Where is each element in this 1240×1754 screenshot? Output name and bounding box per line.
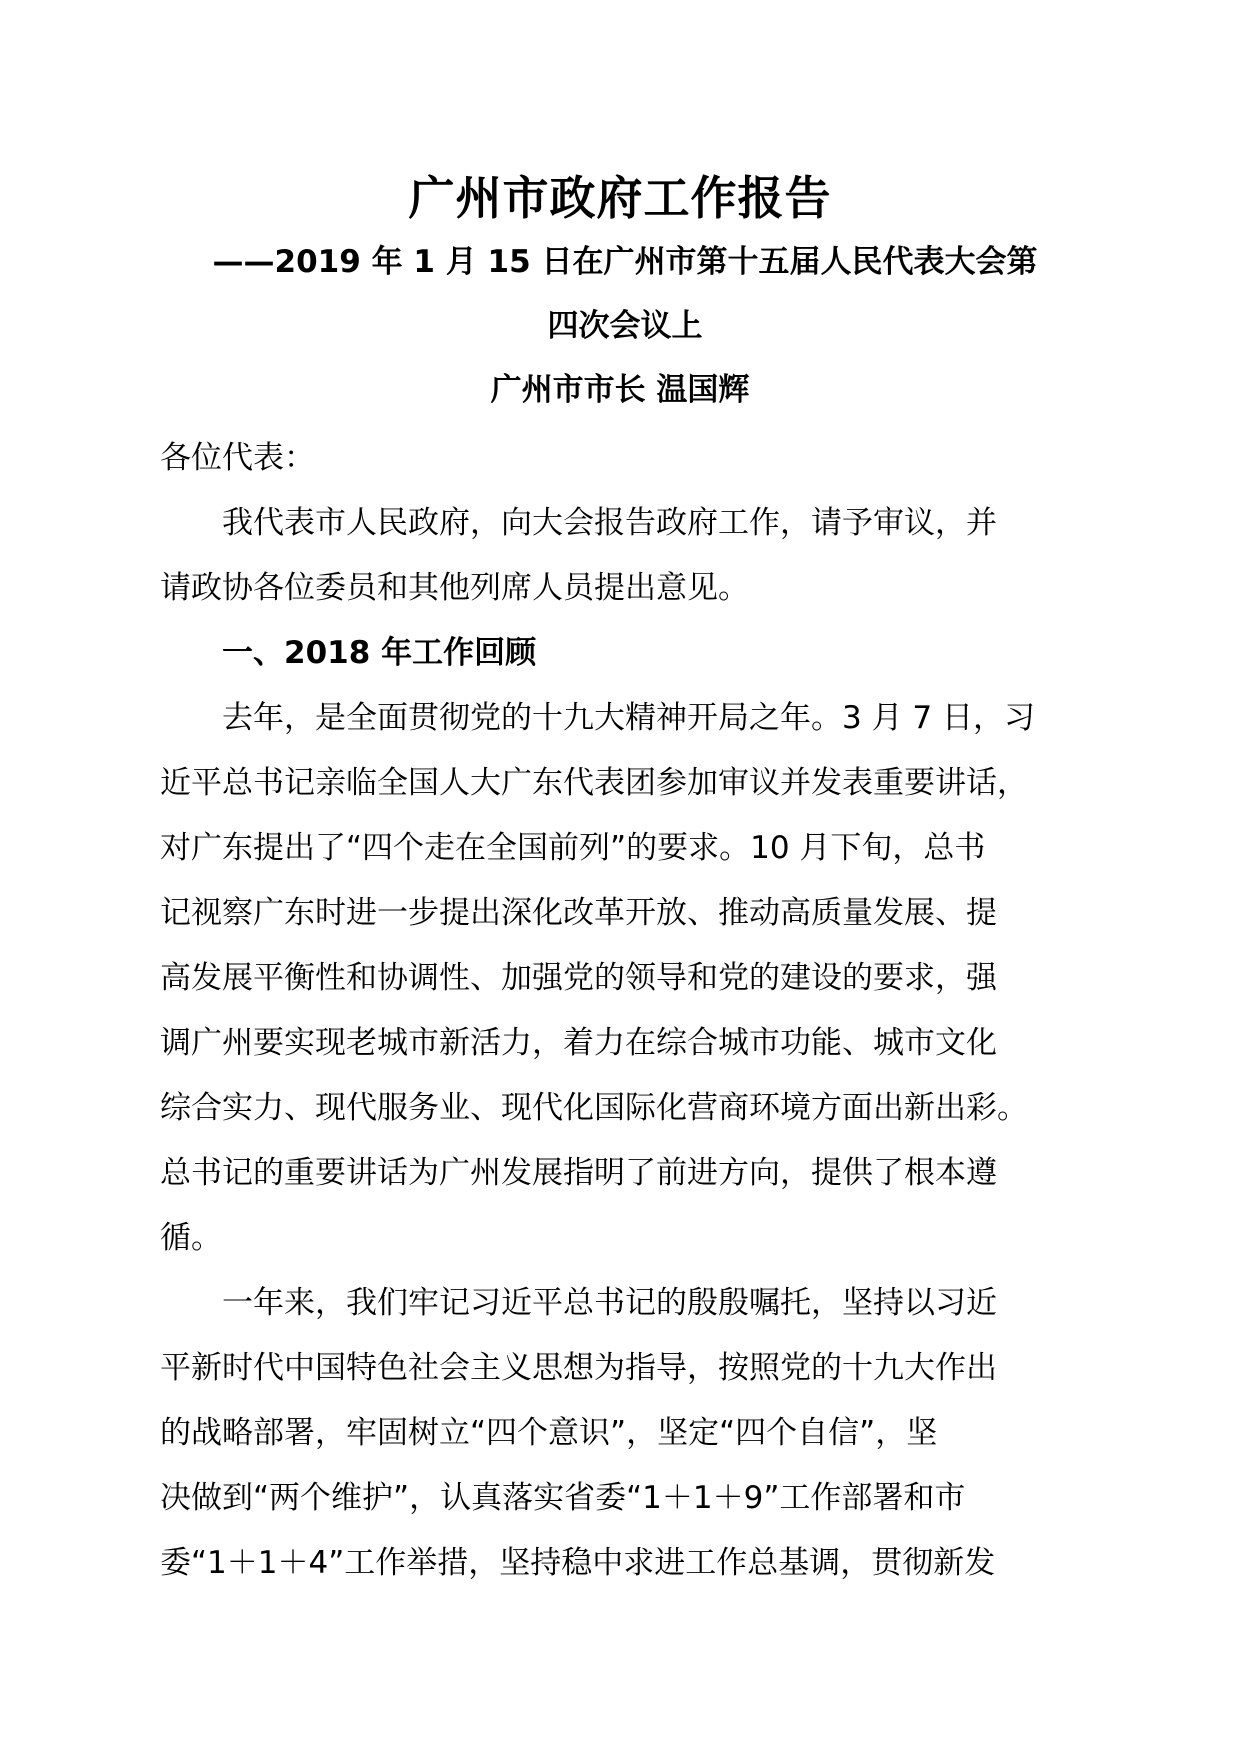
section-heading: 一、2018 年工作回顾	[222, 635, 537, 671]
body-line: 我代表市人民政府，向大会报告政府工作，请予审议，并	[222, 505, 997, 541]
body-line: 平新时代中国特色社会主义思想为指导，按照党的十九大作出	[160, 1350, 997, 1386]
body-line: 决做到“两个维护”，认真落实省委“1＋1＋9”工作部署和市	[160, 1480, 966, 1516]
body-line: 去年，是全面贯彻党的十九大精神开局之年。3 月 7 日，习	[222, 700, 1036, 736]
body-line: 循。	[160, 1220, 222, 1256]
body-line: 一年来，我们牢记习近平总书记的殷殷嘱托，坚持以习近	[222, 1285, 997, 1321]
body-line: 请政协各位委员和其他列席人员提出意见。	[160, 570, 749, 606]
document-title: 广州市政府工作报告	[408, 171, 832, 225]
body-line: 的战略部署，牢固树立“四个意识”，坚定“四个自信”，坚	[160, 1415, 938, 1451]
body-line: 对广东提出了“四个走在全国前列”的要求。10 月下旬，总书	[160, 830, 986, 866]
body-line: 高发展平衡性和协调性、加强党的领导和党的建设的要求，强	[160, 960, 997, 996]
body-line: 调广州要实现老城市新活力，着力在综合城市功能、城市文化	[160, 1025, 997, 1061]
body-line: 综合实力、现代服务业、现代化国际化营商环境方面出新出彩。	[160, 1090, 1028, 1126]
body-line: 委“1＋1＋4”工作举措，坚持稳中求进工作总基调，贯彻新发	[160, 1545, 996, 1581]
body-line: 近平总书记亲临全国人大广东代表团参加审议并发表重要讲话，	[160, 765, 1028, 801]
document-body	[160, 426, 1120, 1596]
body-line: 总书记的重要讲话为广州发展指明了前进方向，提供了根本遵	[160, 1155, 997, 1191]
salutation: 各位代表：	[160, 440, 315, 476]
body-line: 记视察广东时进一步提出深化改革开放、推动高质量发展、提	[160, 895, 997, 931]
document-subtitle-line-1: ——2019 年 1 月 15 日在广州市第十五届人民代表大会第	[212, 244, 1038, 280]
document-author: 广州市市长 温国辉	[490, 372, 750, 408]
document-subtitle-line-2: 四次会议上	[547, 308, 703, 344]
